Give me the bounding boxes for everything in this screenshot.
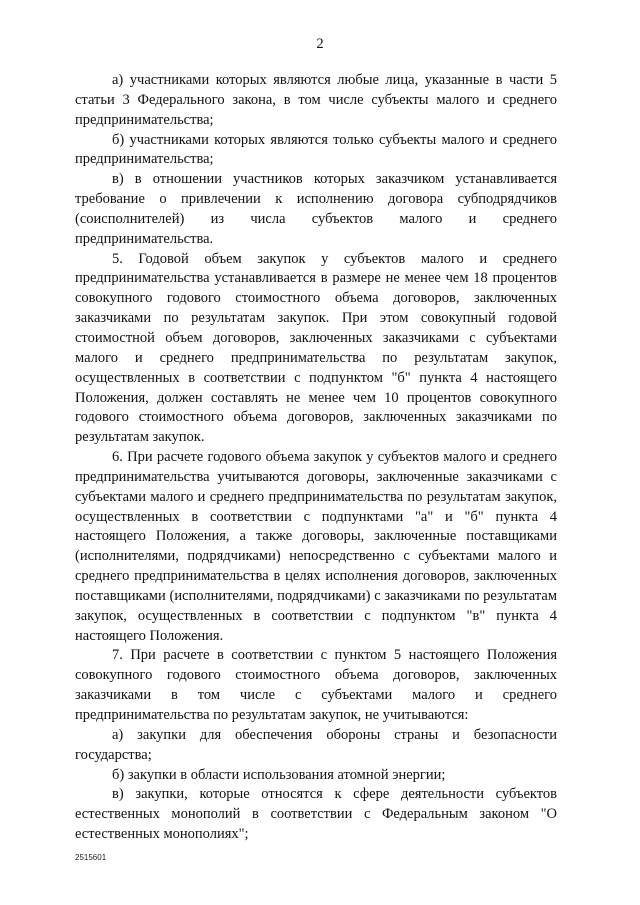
- paragraph-item-a: а) участниками которых являются любые лица, указанные в части 5 статьи 3 Федерального закона, в том числе субъекты малого и среднего предпринимательства;: [75, 72, 557, 128]
- document-id: 2515601: [75, 853, 107, 862]
- paragraph-item-b: б) участниками которых являются только субъекты малого и среднего предпринимательства;: [75, 131, 557, 168]
- paragraph-section-7: 7. При расчете в соответствии с пунктом 5 настоящего Положения совокупного годового стоимостного объема договоров, заключенных заказчиками в том числе с субъектами малого и среднего предпринимательства по результатам закупок, не учитываются:: [75, 647, 557, 723]
- paragraph-section-7-item-a: а) закупки для обеспечения обороны страны и безопасности государства;: [75, 726, 557, 763]
- paragraph-section-7-item-b: б) закупки в области использования атомной энергии;: [112, 766, 446, 783]
- document-body: [75, 71, 557, 845]
- paragraph-item-v: в) в отношении участников которых заказчиком устанавливается требование о привлечении к исполнению договора субподрядчиков (соисполнителей) из числа субъектов малого и среднего предпринимательства.: [75, 171, 557, 247]
- paragraph-section-5: 5. Годовой объем закупок у субъектов малого и среднего предпринимательства устанавливается в размере не менее чем 18 процентов совокупного годового стоимостного объема договоров, заключенных заказчиками по результатам закупок. При этом совокупный годовой стоимостной объем договоров, заключенных заказчиками с субъектами малого и среднего предпринимательства по результатам закупок, осуществленных в соответствии с подпунктом "б" пункта 4 настоящего Положения, должен составлять не менее чем 10 процентов совокупного годового стоимостного объема договоров, заключенных заказчиками по результатам закупок.: [75, 250, 557, 446]
- paragraph-section-6: 6. При расчете годового объема закупок у субъектов малого и среднего предпринимательства учитываются договоры, заключенные заказчиками с субъектами малого и среднего предпринимательства по результатам закупок, осуществленных в соответствии с подпунктами "а" и "б" пункта 4 настоящего Положения, а также договоры, заключенные поставщиками (исполнителями, подрядчиками) непосредственно с субъектами малого и среднего предпринимательства в целях исполнения договоров, заключенных поставщиками (исполнителями, подрядчиками) с заказчиками по результатам закупок, осуществленных в соответствии с подпунктом "в" пункта 4 настоящего Положения.: [75, 449, 557, 644]
- page-number: 2: [316, 36, 324, 52]
- paragraph-section-7-item-v: в) закупки, которые относятся к сфере деятельности субъектов естественных монополий в соответствии с Федеральным законом "О естественных монополиях";: [75, 786, 557, 843]
